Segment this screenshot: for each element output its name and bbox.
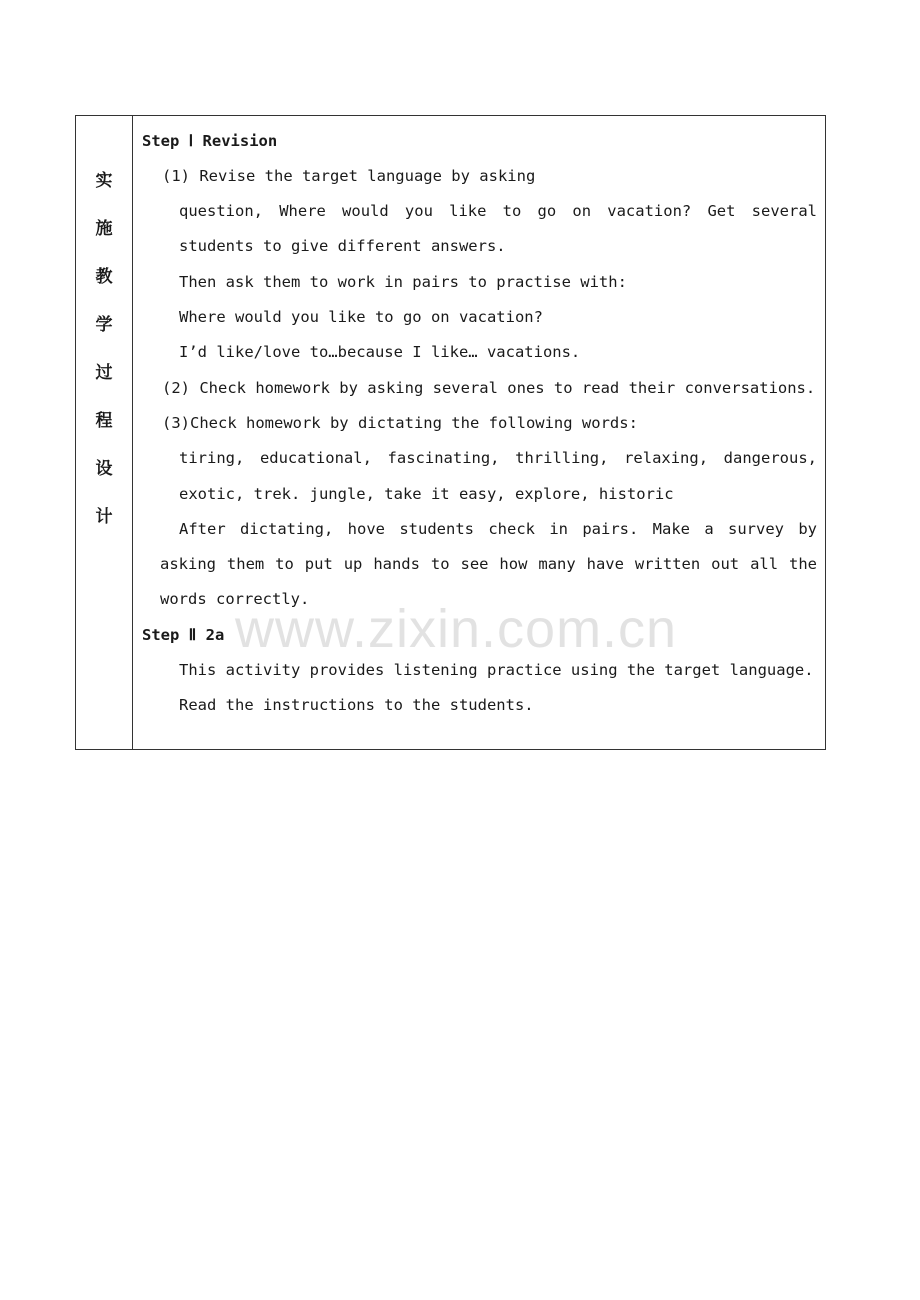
section-label-char: 计	[95, 507, 113, 527]
step1-pairs-answer: I’d like/love to…because I like… vacations.	[179, 343, 581, 361]
step1-item1-line3: students to give different answers.	[179, 237, 506, 255]
watermark: www.zixin.com.cn	[235, 599, 678, 659]
section-label-char: 实	[95, 171, 113, 191]
step1-pairs-question: Where would you like to go on vacation?	[179, 308, 543, 326]
section-label-cell	[76, 116, 133, 749]
section-label-char: 程	[95, 411, 113, 431]
step1-item2: (2) Check homework by asking several ones to read their conversations.	[162, 379, 816, 397]
step1-item1-line2: question, Where would you like to go on vacation? Get several	[179, 202, 817, 220]
section-label-char: 教	[95, 267, 113, 287]
step2-line1: This activity provides listening practice using the target language.	[179, 661, 814, 679]
step2-line2: Read the instructions to the students.	[179, 696, 534, 714]
section-label-char: 设	[95, 459, 113, 479]
step1-words-line1: tiring, educational, fascinating, thrilling, relaxing, dangerous,	[179, 449, 817, 467]
section-label	[76, 168, 132, 552]
lesson-plan-table	[75, 115, 826, 750]
step1-after-line3: words correctly.	[160, 590, 310, 608]
section-label-char: 施	[95, 219, 113, 239]
step1-heading: Step Ⅰ Revision	[142, 132, 278, 150]
section-label-char: 学	[95, 315, 113, 335]
step2-heading: Step Ⅱ 2a	[142, 626, 225, 644]
step1-item1-line1: (1) Revise the target language by asking	[162, 167, 536, 185]
step1-after-line1: After dictating, hove students check in pairs. Make a survey by	[179, 520, 817, 538]
step1-pairs-intro: Then ask them to work in pairs to practise with:	[179, 273, 627, 291]
content-cell	[133, 116, 825, 749]
step1-after-line2: asking them to put up hands to see how many have written out all the	[160, 555, 817, 573]
step1-item3: (3)Check homework by dictating the following words:	[162, 414, 638, 432]
section-label-char: 过	[95, 363, 113, 383]
step1-words-line2: exotic, trek. jungle, take it easy, explore, historic	[179, 485, 674, 503]
